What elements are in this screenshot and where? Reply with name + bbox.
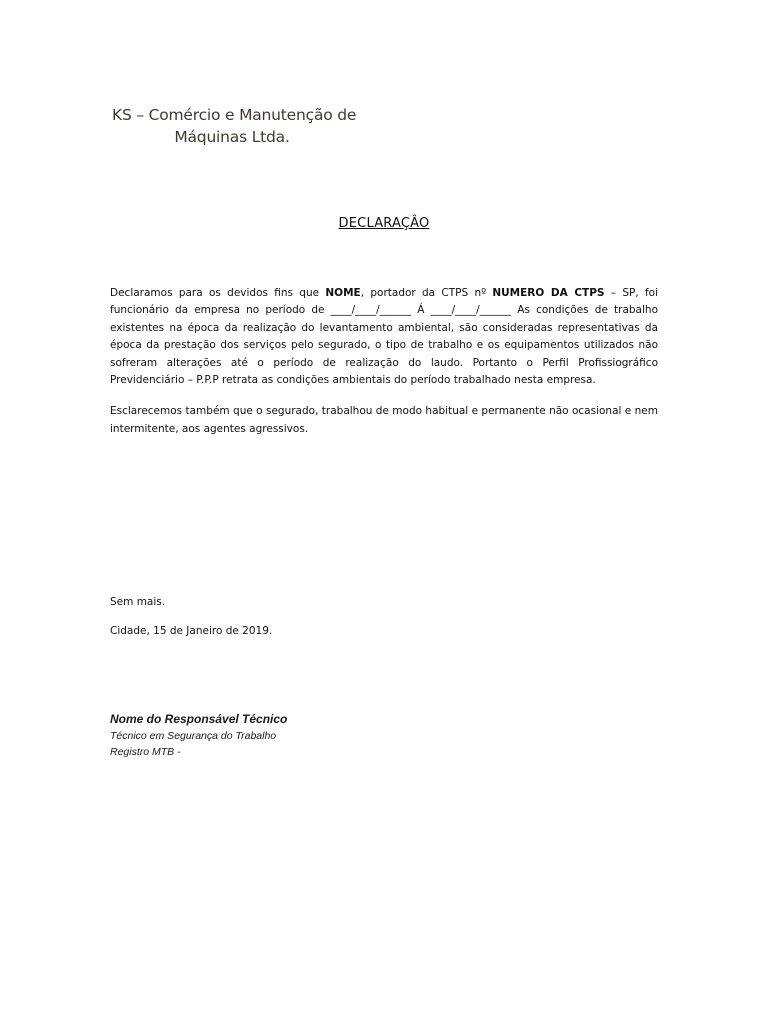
signature-block bbox=[110, 710, 287, 760]
company-name-line-1: KS – Comércio e Manutenção de bbox=[112, 106, 357, 124]
declaration-paragraph bbox=[110, 285, 658, 389]
date-line: Cidade, 15 de Janeiro de 2019. bbox=[110, 625, 273, 637]
company-header bbox=[112, 104, 357, 148]
declaration-text-part-2: , portador da CTPS nº bbox=[360, 287, 493, 299]
signatory-role: Técnico em Segurança do Trabalho bbox=[110, 730, 277, 742]
signatory-registry: Registro MTB - bbox=[110, 746, 181, 758]
signatory-name: Nome do Responsável Técnico bbox=[110, 712, 288, 726]
company-name-line-2: Máquinas Ltda. bbox=[174, 128, 290, 146]
document-title: DECLARAÇÂO bbox=[338, 216, 430, 231]
declaration-text-part-1: Declaramos para os devidos fins que bbox=[110, 287, 326, 299]
declaration-text-part-3: – SP, foi funcionário da empresa no período de ____/____/______ Á ____/____/______ As condições de trabalho existentes na época da realização do levantamento ambiental, são consideradas representativas da época da prestação dos serviços pelo segurado, o tipo de trabalho e os equipamentos utilizados não sofreram alterações até o período de realização do laudo. Portanto o Perfil Profissiográfico Previdenciário – P.P.P retrata as condições ambientais do período trabalhado nesta empresa. bbox=[110, 287, 658, 387]
ctps-number-placeholder: NUMERO DA CTPS bbox=[492, 287, 605, 299]
employee-name-placeholder: NOME bbox=[325, 287, 361, 299]
closing-text: Sem mais. bbox=[110, 596, 166, 608]
clarification-paragraph: Esclarecemos também que o segurado, trabalhou de modo habitual e permanente não ocasional e nem intermitente, aos agentes agressivos. bbox=[110, 405, 658, 435]
document-body bbox=[110, 285, 658, 438]
